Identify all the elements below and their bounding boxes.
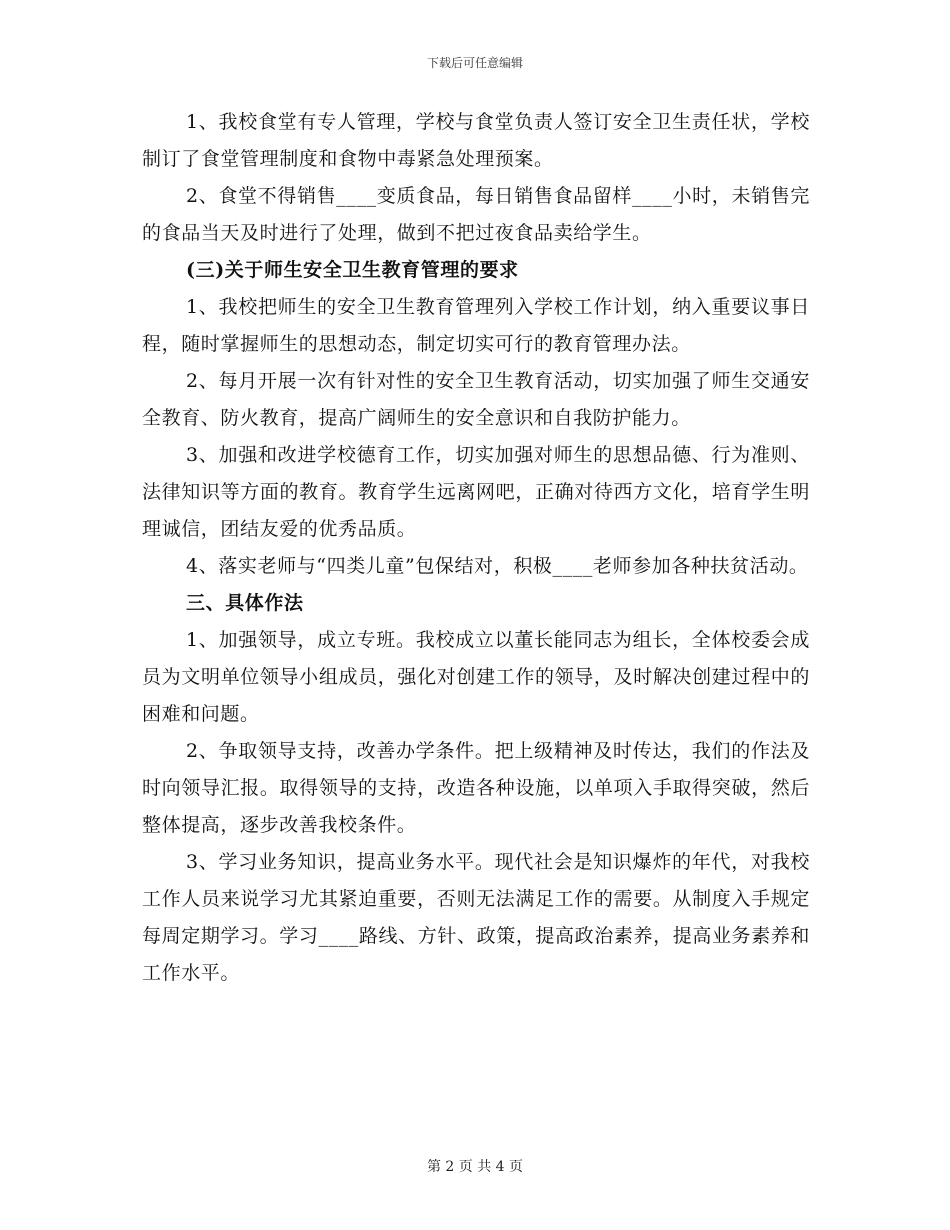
- paragraph-monthly-activity: 2、每月开展一次有针对性的安全卫生教育活动，切实加强了师生交通安全教育、防火教育，提高广阔师生的安全意识和自我防护能力。: [142, 370, 810, 429]
- paragraph-professional-learning: 3、学习业务知识，提高业务水平。现代社会是知识爆炸的年代，对我校工作人员来说学习尤其紧迫重要，否则无法满足工作的需要。从制度入手规定每周定期学习。学习____路线、方针、政策，提高政治素养，提高业务素养和工作水平。: [142, 851, 810, 984]
- paragraph-leadership-support: 2、争取领导支持，改善办学条件。把上级精神及时传达，我们的作法及时向领导汇报。取得领导的支持，改造各种设施，以单项入手取得突破，然后整体提高，逐步改善我校条件。: [142, 740, 810, 836]
- section-heading-safety-education: (三)关于师生安全卫生教育管理的要求: [186, 259, 519, 281]
- paragraph-canteen-food-sales: 2、食堂不得销售____变质食品，每日销售食品留样____小时，未销售完的食品当天及时进行了处理，做到不把过夜食品卖给学生。: [142, 185, 810, 244]
- paragraph-canteen-management: 1、我校食堂有专人管理，学校与食堂负责人签订安全卫生责任状，学校制订了食堂管理制度和食物中毒紧急处理预案。: [142, 111, 810, 170]
- section-heading-methods: 三、具体作法: [186, 592, 304, 614]
- paragraph-teacher-pairing: 4、落实老师与“四类儿童”包保结对，积极____老师参加各种扶贫活动。: [186, 555, 809, 577]
- page-number-footer: 第 2 页 共 4 页: [426, 1159, 524, 1175]
- paragraph-moral-education: 3、加强和改进学校德育工作，切实加强对师生的思想品德、行为准则、法律知识等方面的教育。教育学生远离网吧，正确对待西方文化，培育学生明理诚信，团结友爱的优秀品质。: [142, 444, 810, 540]
- document-body: [142, 104, 810, 992]
- page-header-note: 下载后可任意编辑: [426, 56, 523, 70]
- paragraph-leadership: 1、加强领导，成立专班。我校成立以董长能同志为组长，全体校委会成员为文明单位领导小组成员，强化对创建工作的领导，及时解决创建过程中的困难和问题。: [142, 629, 810, 725]
- paragraph-education-plan: 1、我校把师生的安全卫生教育管理列入学校工作计划，纳入重要议事日程，随时掌握师生的思想动态，制定切实可行的教育管理办法。: [142, 296, 810, 355]
